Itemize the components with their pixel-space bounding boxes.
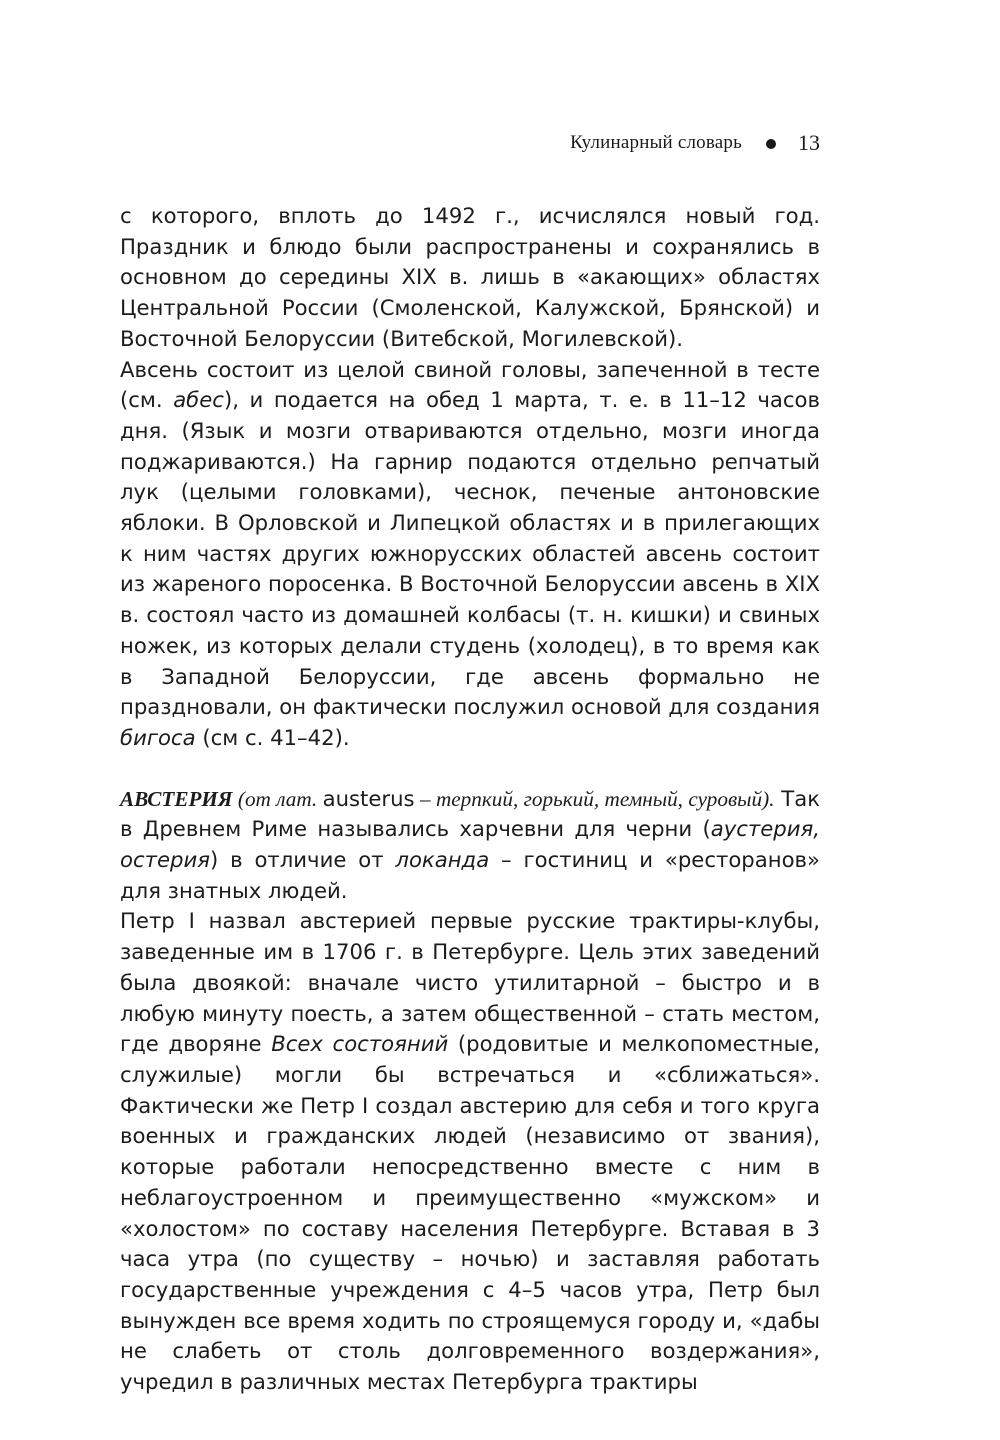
- running-header: [120, 127, 820, 159]
- etymology-open: (от лат.: [232, 786, 323, 811]
- latin-word: austerus: [322, 785, 415, 811]
- paragraph-2: Авсень состоит из целой свиной головы, запеченной в тесте (см. абес), и подается на обед 1 марта, т. е. в 11–12 часов дня. (Язык и мозги отвариваются отдельно, мозги иногда поджариваются.) На гарнир подаются отдельно репчатый лук (целыми головками), чеснок, печеные антоновские яблоки. В Орловской и Липецкой областях и в прилегающих к ним частях других южнорусских областей авсень состоит из жареного поросенка. В Восточной Белоруссии авсень в XIX в. состоял часто из домашней колбасы (т. н. кишки) и свиных ножек, из которых делали студень (холодец), в то время как в Западной Белоруссии, где авсень формально не праздновали, он фактически послужил основой для создания бигоса (см с. 41–42).: [120, 356, 821, 750]
- cross-reference: абес: [173, 387, 224, 413]
- header-bullet-icon: [766, 139, 776, 149]
- page-body: [120, 201, 820, 1398]
- entry-spacer: [120, 754, 820, 784]
- etymology-meaning: – терпкий, горький, темный, суровый).: [414, 786, 775, 811]
- dictionary-entry: АВСТЕРИЯ (от лат. austerus – терпкий, горький, темный, суровый). Так в Древнем Риме назывались харчевни для черни (аустерия, остерия) в отличие от локанда – гостиниц и «ресторанов» для знатных людей.: [120, 785, 820, 903]
- page-number: 13: [798, 130, 820, 155]
- entry-headword: АВСТЕРИЯ: [120, 786, 233, 811]
- paragraph-4: Петр I назвал австерией первые русские трактиры-клубы, заведенные им в 1706 г. в Петербурге. Цель этих заведений была двоякой: вначале чисто утилитарной – быстро и в любую минуту поесть, а затем общественной – стать местом, где дворяне Всех состояний (родовитые и мелкопоместные, служилые) могли бы встречаться и «сближаться». Фактически же Петр I создал австерию для себя и того круга военных и гражданских людей (независимо от звания), которые работали непосредственно вместе с ним в неблагоустроенном и преимущественно «мужском» и «холостом» по составу населения Петербурге. Вставая в 3 часа утра (по существу – ночью) и заставляя работать государственные учреждения с 4–5 часов утра, Петр был вынужден все время ходить по строящемуся городу и, «дабы не слабеть от столь долговременного воздержания», учредил в различных местах Петербурга трактиры: [120, 908, 820, 1395]
- cross-reference: бигоса: [120, 724, 196, 750]
- paragraph-1: с которого, вплоть до 1492 г., исчислялся новый год. Праздник и блюдо были распространены и сохранялись в основном до середины XIX в. лишь в «акающих» областях Центральной России (Смоленской, Калужской, Брянской) и Восточной Белоруссии (Витебской, Могилевской).: [120, 203, 820, 351]
- running-title: Кулинарный словарь: [570, 132, 742, 153]
